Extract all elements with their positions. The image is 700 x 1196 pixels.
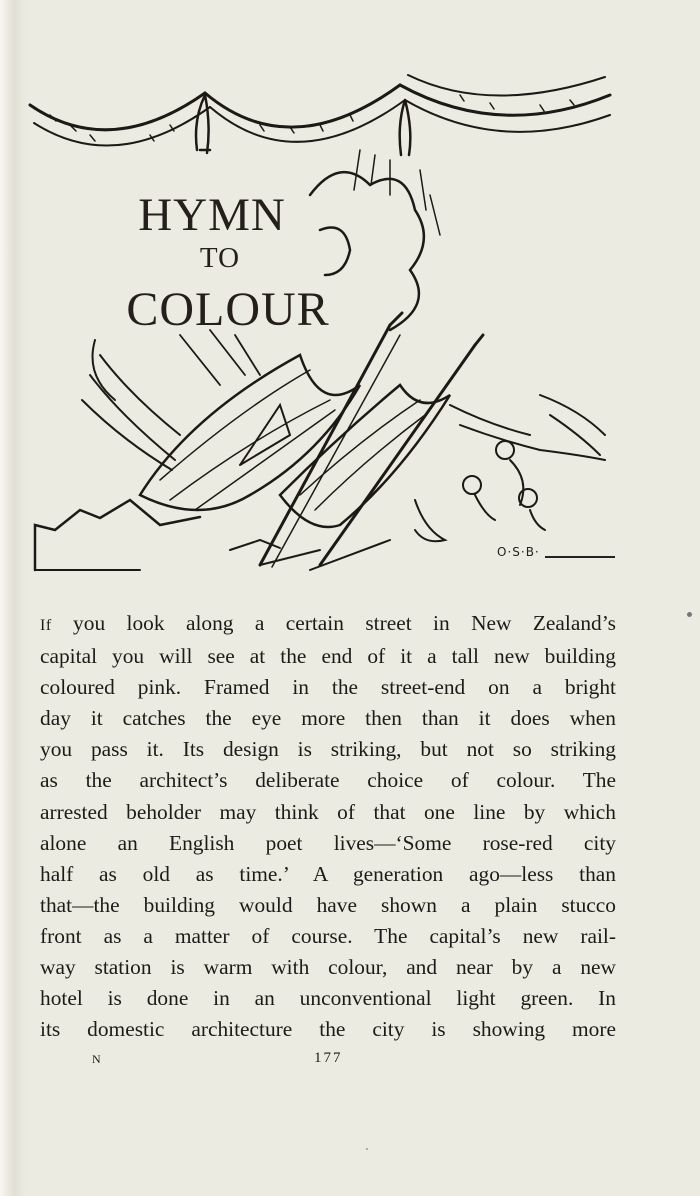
text-line-3: coloured pink. Framed in the street-end on a bright — [40, 675, 616, 700]
text-line-8: alone an English poet lives—‘Some rose-red city — [40, 830, 616, 855]
page-number: 177 — [314, 1050, 343, 1066]
illustrator-signature-text: O·S·B· — [497, 545, 540, 559]
text-line-14: its domestic architecture the city is showing more — [40, 1017, 616, 1042]
paper-speck — [687, 612, 692, 617]
paper-speck-2 — [366, 1148, 368, 1150]
title-line-2: TO — [199, 242, 241, 274]
text-line-13: hotel is done in an unconventional light green. In — [40, 986, 616, 1011]
text-line-7: arrested beholder may think of that one line by which — [40, 799, 616, 824]
text-line-4: day it catches the eye more then than it does when — [40, 706, 616, 731]
signature-underline — [545, 553, 615, 559]
text-line-6: as the architect’s deliberate choice of colour. The — [40, 768, 616, 793]
text-line-11: front as a matter of course. The capital’s new rail- — [40, 923, 616, 948]
text-line-12: way station is warm with colour, and near by a new — [40, 955, 616, 980]
dropcap-word: If — [40, 617, 52, 634]
illustrator-signature — [497, 545, 615, 559]
text-line-5: you pass it. Its design is striking, but not so striking — [40, 737, 616, 762]
text-line-9: half as old as time.’ A generation ago—less than — [40, 861, 616, 886]
text-line-1 — [40, 608, 616, 641]
text-line-10: that—the building would have shown a plain stucco — [40, 892, 616, 917]
text-line-1-rest: you look along a certain street in New Zealand’s — [51, 611, 616, 635]
title-line-3: COLOUR — [126, 283, 330, 336]
title-line-1: HYMN — [138, 189, 286, 241]
text-line-2: capital you will see at the end of it a tall new building — [40, 644, 616, 669]
body-text — [40, 608, 616, 1045]
signature-mark: N — [92, 1052, 102, 1066]
